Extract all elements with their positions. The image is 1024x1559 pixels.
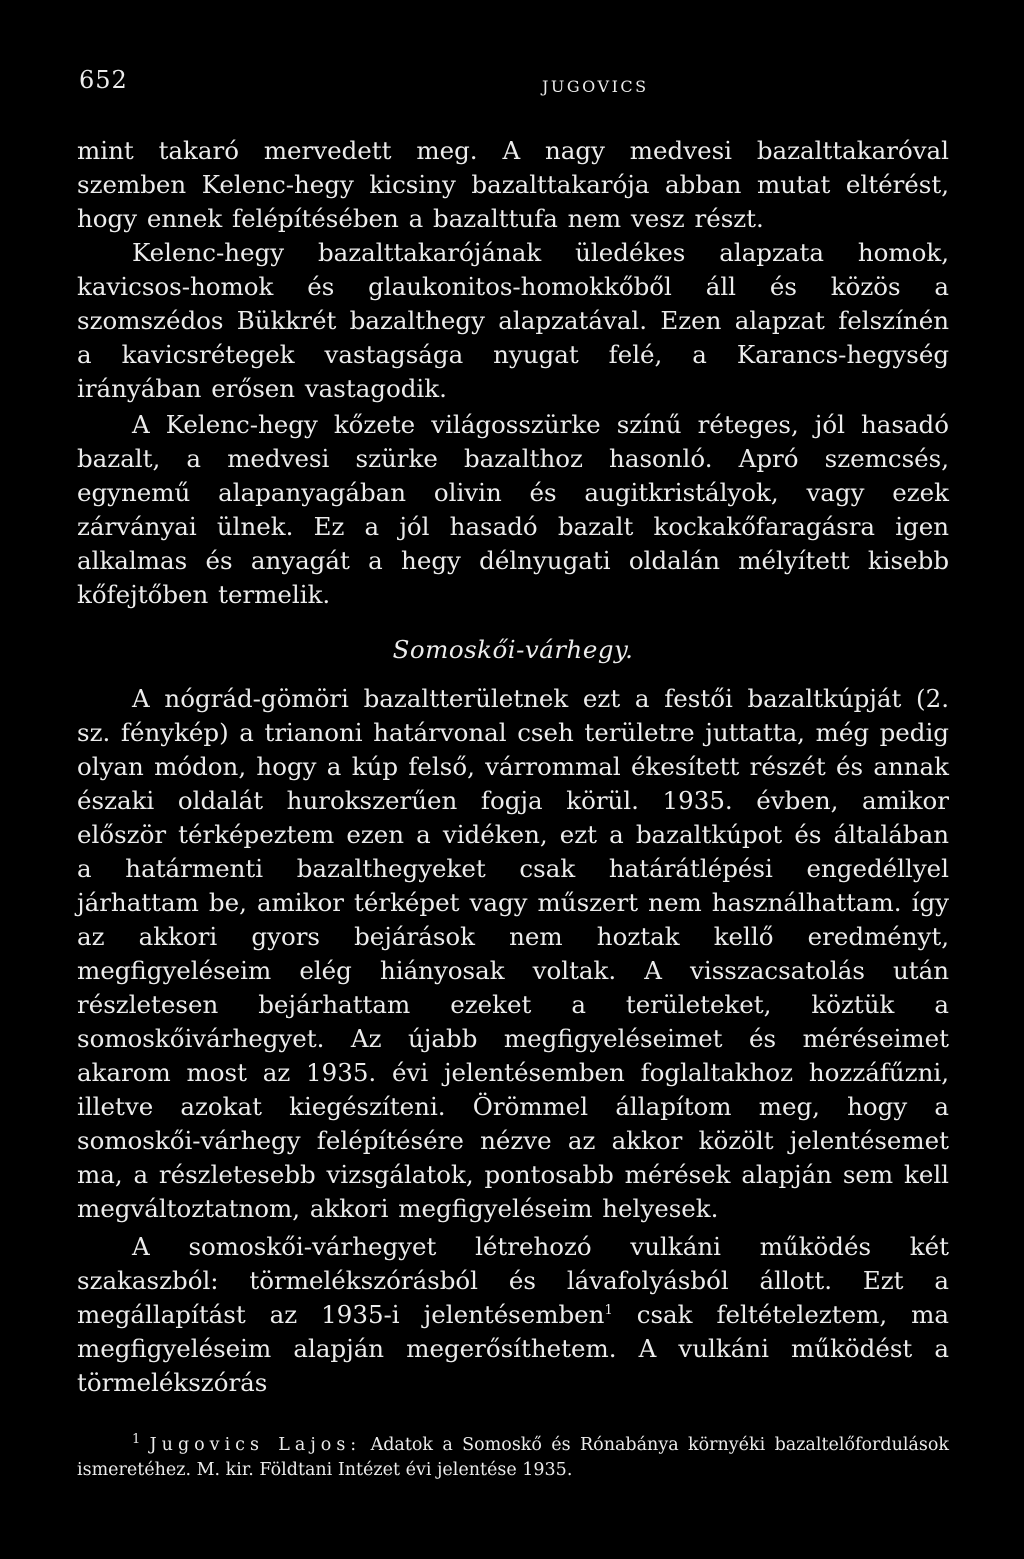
paragraph-with-footnote — [77, 1230, 949, 1400]
section-heading: Somoskői-várhegy. — [392, 635, 634, 664]
footnote-area — [77, 1433, 949, 1483]
paragraph: mint takaró mervedett meg. A nagy medvesi bazalttakaróval szemben Kelenc-hegy kicsiny bazalttakarója abban mutat eltérést, hogy ennek felépítésében a bazalttufa nem vesz részt. — [77, 136, 949, 233]
footnote-text: Adatok a Somoskő és Rónabánya környéki bazaltelőfordulások ismeretéhez. M. kir. Földtani Intézet évi jelentése 1935. — [77, 1435, 949, 1480]
footnote-reference: 1 — [604, 1302, 613, 1318]
running-head: JUGOVICS — [542, 77, 649, 96]
paragraph-text: A somoskői-várhegyet létrehozó vulkáni működés két szakaszból: törmelékszórásból és lávafolyásból állott. Ezt a megállapítást az 1935-i jelentésemben — [77, 1232, 949, 1329]
paragraph: A Kelenc-hegy kőzete világosszürke színű réteges, jól hasadó bazalt, a medvesi szürke bazalthoz hasonló. Apró szemcsés, egynemű alapanyagában olivin és augitkristályok, vagy ezek zárványai ülnek. Ez a jól hasadó bazalt kockakőfaragásra igen alkalmas és anyagát a hegy délnyugati oldalán mélyített kisebb kőfejtőben termelik. — [77, 410, 949, 609]
page-header — [77, 66, 947, 106]
paragraph-text: csak feltételeztem, ma megfigyeléseim alapján megerősíthetem. A vulkáni működést a törmelékszórás — [77, 1300, 949, 1397]
main-text — [77, 134, 949, 1400]
footnote-author: Jugovics Lajos: — [149, 1435, 362, 1455]
footnote — [77, 1433, 949, 1483]
page-number: 652 — [79, 66, 128, 94]
paragraph: Kelenc-hegy bazalttakarójának üledékes alapzata homok, kavicsos-homok és glaukonitos-homokkőből áll és közös a szomszédos Bükkrét bazalthegy alapzatával. Ezen alapzat felszínén a kavicsrétegek vastagsága nyugat felé, a Karancs-hegység irányában erősen vastagodik. — [77, 238, 949, 403]
paragraph: A nógrád-gömöri bazaltterületnek ezt a festői bazaltkúpját (2. sz. fénykép) a trianoni határvonal cseh területre juttatta, még pedig olyan módon, hogy a kúp felső, várrommal ékesített részét és annak északi oldalát hurokszerűen fogja körül. 1935. évben, amikor először térképeztem ezen a vidéken, ezt a bazaltkúpot és általában a határmenti bazalthegyeket csak határátlépési engedéllyel járhattam be, amikor térképet vagy műszert nem használhattam. így az akkori gyors bejárások nem hoztak kellő eredményt, megfigyeléseim elég hiányosak voltak. A visszacsatolás után részletesen bejárhattam ezeket a területeket, köztük a somoskőivárhegyet. Az újabb megfigyeléseimet és méréseimet akarom most az 1935. évi jelentésemben foglaltakhoz hozzáfűzni, illetve azokat kiegészíteni. Örömmel állapítom meg, hogy a somoskői-várhegy felépítésére nézve az akkor közölt jelentésemet ma, a részletesebb vizsgálatok, pontosabb mérések alapján sem kell megváltoztatnom, akkori megfigyeléseim helyesek. — [77, 684, 949, 1223]
footnote-marker: 1 — [132, 1432, 141, 1448]
